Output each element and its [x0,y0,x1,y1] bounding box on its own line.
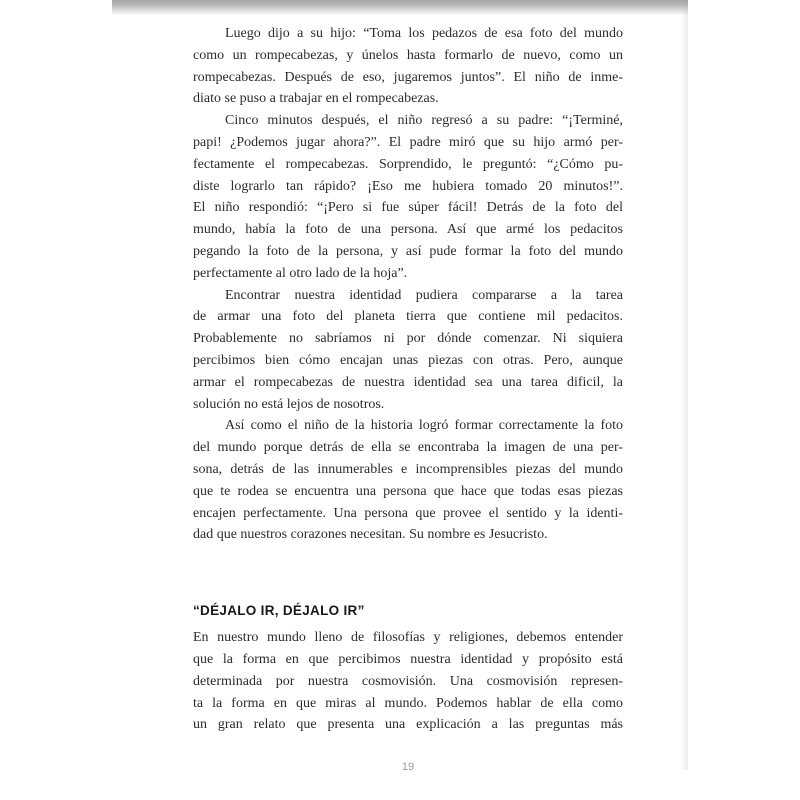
text-line: del mundo porque detrás de ella se encontraba la imagen de una per- [193,440,623,456]
text-line: un gran relato que presenta una explicación a las preguntas más [193,717,623,733]
paragraph [193,110,623,284]
text-line: que la forma en que percibimos nuestra identidad y propósito está [193,651,623,667]
text-line: Cinco minutos después, el niño regresó a su padre: “¡Terminé, [225,113,623,129]
paragraph [193,627,623,736]
text-line: dad que nuestros corazones necesitan. Su nombre es Jesucristo. [193,527,548,543]
text-line: pegando la foto de la persona, y así pude formar la foto del mundo [193,243,623,259]
text-line: Probablemente no sabríamos ni por dónde comenzar. Ni siquiera [193,331,623,347]
text-line: En nuestro mundo lleno de filosofías y religiones, debemos entender [193,630,623,646]
text-line: mundo, había la foto de una persona. Así que armé los pedacitos [193,222,623,238]
text-line: como un rompecabezas, y únelos hasta formarlo de nuevo, como un [193,47,623,63]
text-line: diste lograrlo tan rápido? ¡Eso me hubiera tomado 20 minutos!”. [193,178,623,194]
text-line: ta la forma en que miras al mundo. Podemos hablar de ella como [193,695,623,711]
text-line: papi! ¿Podemos jugar ahora?”. El padre miró que su hijo armó per- [193,134,623,150]
text-line: determinada por nuestra cosmovisión. Una cosmovisión represen- [193,673,623,689]
page-right-edge-shadow [681,0,688,770]
text-line: El niño respondió: “¡Pero si fue súper fácil! Detrás de la foto del [193,200,623,216]
paragraph [193,285,623,416]
page-number: 19 [401,761,415,773]
text-line: rompecabezas. Después de eso, jugaremos juntos”. El niño de inme- [193,69,623,85]
text-line: armar el rompecabezas de nuestra identidad sea una tarea dificil, la [193,374,623,390]
text-line: de armar una foto del planeta tierra que contiene mil pedacitos. [193,309,623,325]
paragraph [193,415,623,546]
text-line: solución no está lejos de nosotros. [193,396,385,412]
text-line: percibimos bien cómo encajan unas piezas con otras. Pero, aunque [193,352,623,368]
section-heading: “DÉJALO IR, DÉJALO IR” [193,603,365,619]
text-line: que te rodea se encuentra una persona que hace que todas esas piezas [193,483,623,499]
body-text-block [193,0,623,736]
text-line: fectamente el rompecabezas. Sorprendido, le preguntó: “¿Cómo pu- [193,156,623,172]
text-line: encajen perfectamente. Una persona que provee el sentido y la identi- [193,505,623,521]
paragraph [193,23,623,110]
book-page [112,0,688,800]
text-line: sona, detrás de las innumerables e incomprensibles piezas del mundo [193,461,623,477]
text-line: Encontrar nuestra identidad pudiera compararse a la tarea [225,287,623,303]
text-line: Así como el niño de la historia logró formar correctamente la foto [225,418,623,434]
text-line: perfectamente al otro lado de la hoja”. [193,265,408,281]
text-line: Luego dijo a su hijo: “Toma los pedazos de esa foto del mundo [225,26,623,41]
text-line: diato se puso a trabajar en el rompecabezas. [193,91,439,107]
